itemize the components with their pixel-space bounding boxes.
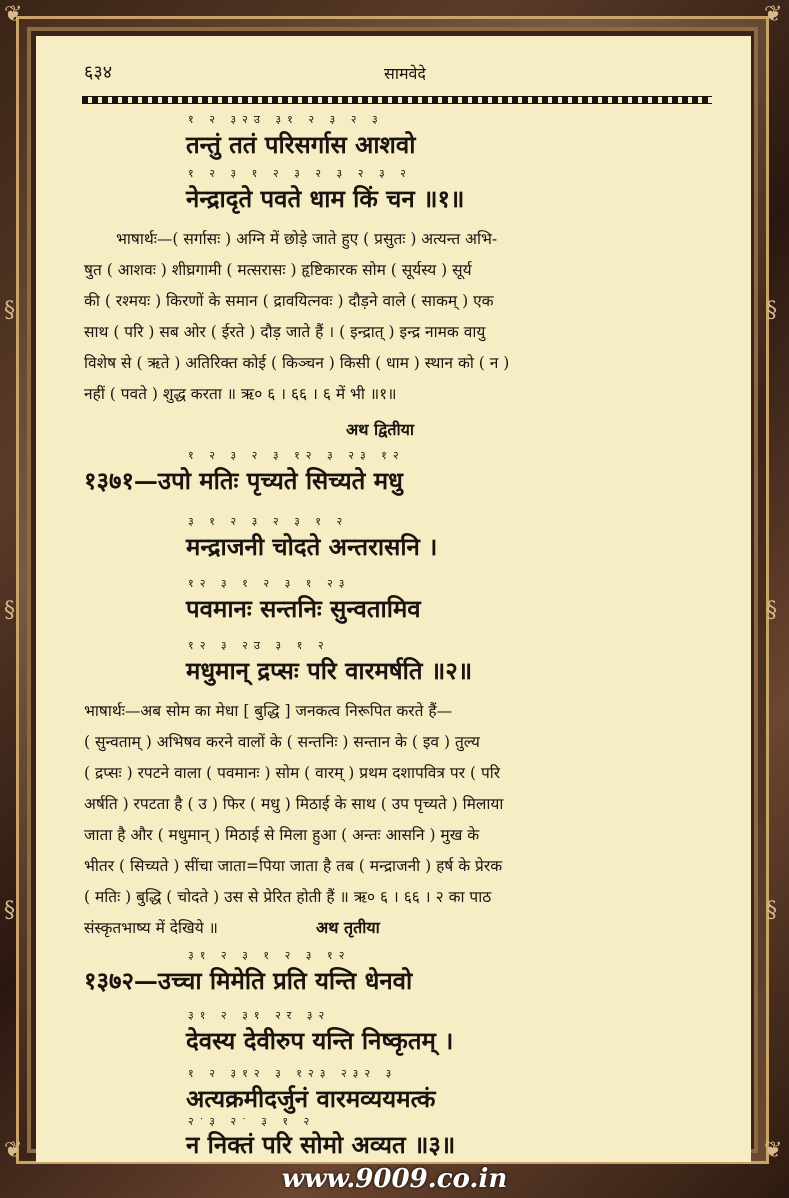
side-ornament-icon: § [4, 898, 15, 923]
verse-line: मधुमान् द्रप्सः परि वारमर्षति ॥२॥ [186, 656, 473, 685]
verse-line: अत्यक्रमीदर्जुनं वारमव्ययमत्कं [186, 1084, 436, 1113]
svara-marks: १२ ३ २उ ३ १ २ [188, 639, 330, 652]
verse-line: १३७२—उच्चा मिमेति प्रति यन्ति धेनवो [84, 966, 413, 995]
svara-marks: ३ १ २ ३ २ ३ १ २ [188, 515, 349, 528]
svara-marks: ३१ २ ३ १ २ ३ १२ [188, 949, 351, 962]
verse-line: पवमानः सन्तनिः सुन्वतामिव [186, 594, 421, 623]
website-footer: www.9009.co.in [281, 1164, 508, 1194]
verse-line: न निक्तं परि सोमो अव्यत ॥३॥ [186, 1130, 456, 1159]
page-number: ६३४ [84, 62, 113, 83]
commentary-line: जाता है और ( मधुमान् ) मिठाई से मिला हुआ ( अन्तः आसनि ) मुख के [84, 826, 480, 844]
commentary-line: की ( रश्मयः ) किरणों के समान ( द्रावयित्नवः ) दौड़ने वाले ( साकम् ) एक [84, 292, 494, 310]
commentary-line: ( सुन्वताम् ) अभिषव करने वालों के ( सन्तनिः ) सन्तान के ( इव ) तुल्य [84, 733, 480, 751]
commentary-line: अर्षति ) रपटता है ( उ ) फिर ( मधु ) मिठाई के साथ ( उप पृच्यते ) मिलाया [84, 795, 504, 813]
verse-line: मन्द्राजनी चोदते अन्तरासनि । [186, 532, 438, 561]
book-title: सामवेदे [384, 64, 426, 83]
corner-ornament-icon: ❦ [764, 1138, 783, 1163]
side-ornament-icon: § [4, 298, 15, 323]
verse-line: तन्तुं ततं परिसर्गास आशवो [186, 130, 416, 159]
side-ornament-icon: § [766, 298, 777, 323]
section-heading: अथ द्वितीया [346, 420, 415, 439]
commentary-line: ( मतिः ) बुद्धि ( चोदते ) उस से प्रेरित होती हैं ॥ ऋ० ६ । ६६ । २ का पाठ [84, 888, 492, 906]
corner-ornament-icon: ❦ [4, 2, 23, 27]
svara-marks: १ २ ३ २ ३ १२ ३ २३ १२ [188, 449, 405, 462]
commentary-line: ( द्रप्सः ) रपटने वाला ( पवमानः ) सोम ( वारम् ) प्रथम दशापवित्र पर ( परि [84, 764, 501, 782]
verse-line: १३७१—उपो मतिः पृच्यते सिच्यते मधु [84, 466, 403, 495]
scanned-page [36, 36, 751, 1162]
side-ornament-icon: § [766, 598, 777, 623]
section-heading: अथ तृतीया [316, 918, 380, 937]
commentary-line: भाषार्थः—अब सोम का मेधा [ बुद्धि ] जनकत्व निरूपित करते हैं— [84, 702, 453, 720]
header-rule [82, 96, 712, 104]
verse-line: नेन्द्रादृते पवते धाम किं चन ॥१॥ [186, 184, 465, 213]
commentary-line: साथ ( परि ) सब ओर ( ईरते ) दौड़ जाते हैं । ( इन्द्रात् ) इन्द्र नामक वायु [84, 323, 486, 341]
commentary-line: संस्कृतभाष्य में देखिये ॥ [84, 919, 218, 937]
svara-marks: १ २ ३२उ ३१ २ ३ २ ३ [188, 113, 384, 126]
corner-ornament-icon: ❦ [4, 1138, 23, 1163]
commentary-line: नहीं ( पवते ) शुद्ध करता ॥ ऋ० ६ । ६६ । ६ में भी ॥१॥ [84, 385, 397, 403]
side-ornament-icon: § [766, 898, 777, 923]
svara-marks: १२ ३ १ २ ३ १ २३ [188, 577, 351, 590]
commentary-line: भीतर ( सिच्यते ) सींचा जाता=पिया जाता है तब ( मन्द्राजनी ) हर्ष के प्रेरक [84, 857, 503, 875]
svara-marks: १ २ ३१२ ३ १२३ २३२ ३ [188, 1067, 398, 1080]
side-ornament-icon: § [4, 598, 15, 623]
commentary-line: भाषार्थः—( सर्गासः ) अग्नि में छोड़े जाते हुए ( प्रसुतः ) अत्यन्त अभि- [116, 230, 498, 248]
svara-marks: १ २ ३ १ २ ३ २ ३ २ ३ २ [188, 167, 412, 180]
corner-ornament-icon: ❦ [764, 2, 783, 27]
page-header [84, 60, 711, 88]
svara-marks: ३१ २ ३१ २र ३२ [188, 1009, 331, 1022]
commentary-line: विशेष से ( ऋते ) अतिरिक्त कोई ( किञ्चन ) किसी ( धाम ) स्थान को ( न ) [84, 354, 510, 372]
verse-line: देवस्य देवीरुप यन्ति निष्कृतम् । [186, 1026, 454, 1055]
commentary-line: षुत ( आशवः ) शीघ्रगामी ( मत्सरासः ) हृष्टिकारक सोम ( सूर्यस्य ) सूर्य [84, 261, 472, 279]
svara-marks: २ॱ३ २ॱ ३ १ २ [188, 1115, 316, 1128]
